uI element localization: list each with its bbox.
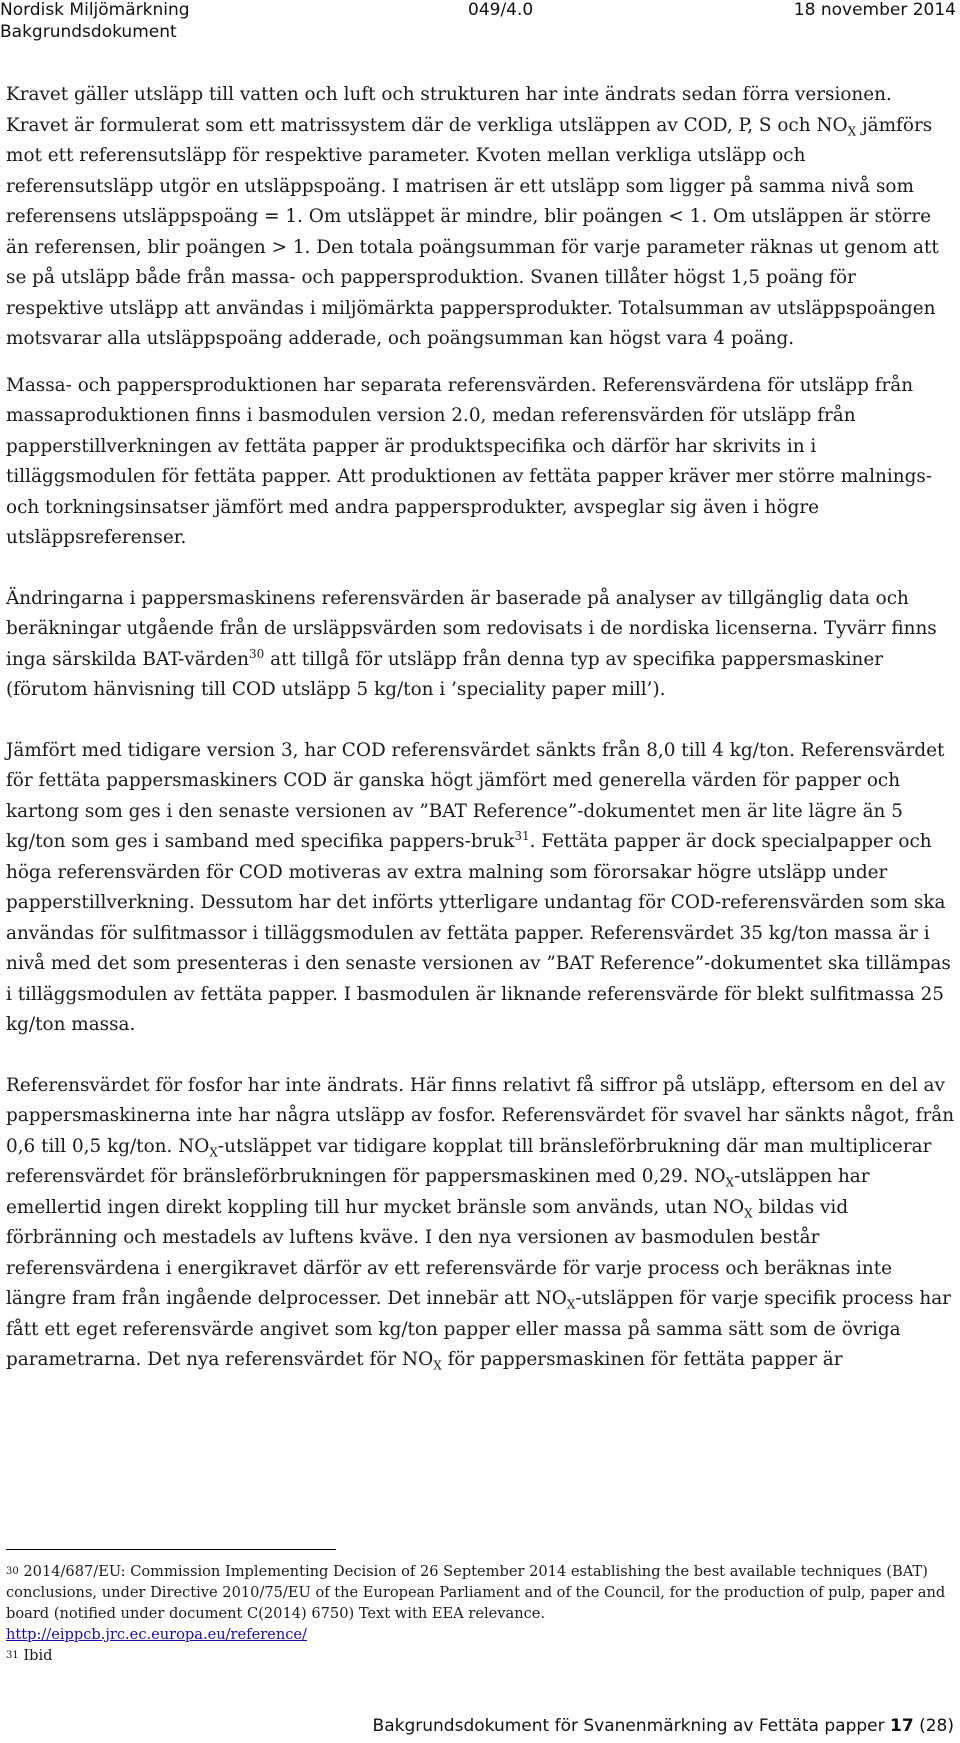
paragraph-reference-values: Massa- och pappersproduktionen har separata referensvärden. Referensvärdena för utsläpp från massaproduktionen finns i basmodulen version 2.0, medan referensvärden för utsläpp från papperstillverkningen av fettäta papper är produktspecifika och därför har skrivits in i tilläggsmodulen för fettäta papper. Att produktionen av fettäta papper kräver mer större malnings- och torkningsinsatser jämfört med andra pappersprodukter, avspeglar sig även i högre utsläppsreferenser. <box>6 374 932 548</box>
footnote-31: $^{31}$ Ibid <box>6 1647 53 1664</box>
footer-page-number: 17 <box>890 1716 914 1736</box>
header-date: 18 november 2014 <box>793 0 956 20</box>
paragraph-emission-matrix: Kravet gäller utsläpp till vatten och luft och strukturen har inte ändrats sedan förra versionen. Kravet är formulerat som ett matrissystem där de verkliga utsläppen av COD, P, S och $NO_X$ jämförs mot ett referensutsläpp för respektive parameter. Kvoten mellan verkliga utsläpp och referensutsläpp utgör en utsläppspoäng. I matrisen är ett utsläpp som ligger på samma nivå som referensens utsläppspoäng = 1. Om utsläppet är mindre, blir poängen < 1. Om utsläppen är större än referensen, blir poängen > 1. Den totala poängsumman för varje parameter räknas ut genom att se på utsläpp både från massa- och pappersproduktion. Svanen tillåter högst 1,5 poäng för respektive utsläpp att användas i miljömärkta pappersprodukter. Totalsumman av utsläppspoängen motsvarar alla utsläppspoäng adderade, och poängsumman kan högst vara 4 poäng. <box>6 84 939 349</box>
paragraph-paper-machine-changes: Ändringarna i pappersmaskinens referensvärden är baserade på analyser av tillgänglig data och beräkningar utgående från de ursläppsvärden som redovisats i de nordiska licenserna. Tyvärr finns inga särskilda BAT-värden$^{30}$ att tillgå för utsläpp från denna typ av specifika pappersmaskiner (förutom hänvisning till COD utsläpp 5 kg/ton i ’speciality paper mill’). <box>6 587 937 700</box>
header-organization: Nordisk Miljömärkning <box>0 0 190 20</box>
footer-title: Bakgrundsdokument för Svanenmärkning av Fettäta papper <box>372 1716 885 1736</box>
footnote-30-link[interactable]: http://eippcb.jrc.ec.europa.eu/reference/ <box>6 1626 307 1643</box>
footnote-30: $^{30}$ 2014/687/EU: Commission Implementing Decision of 26 September 2014 establishing the best available techniques (BAT) conclusions, under Directive 2010/75/EU of the European Parliament and of the Council, for the production of pulp, paper and board (notified under document C(2014) 6750) Text with EEA relevance. http://eippcb.jrc.ec.europa.eu/reference/ <box>6 1563 946 1643</box>
footer-page-total: (28) <box>919 1716 954 1736</box>
page-header <box>0 0 960 50</box>
header-document-number: 049/4.0 <box>468 0 534 20</box>
page-footer <box>373 1716 954 1736</box>
paragraph-cod-reference: Jämfört med tidigare version 3, har COD referensvärdet sänkts från 8,0 till 4 kg/ton. Referensvärdet för fettäta pappersmaskiners COD är ganska högt jämfört med generella värden för papper och kartong som ges i den senaste versionen av ”BAT Reference”-dokumentet men är lite lägre än 5 kg/ton som ges i samband med specifika pappers-bruk$^{31}$. Fettäta papper är dock specialpapper och höga referensvärden för COD motiveras av extra malning som förorsakar högre utsläpp under papperstillverkning. Dessutom har det införts ytterligare undantag för COD-referensvärden som ska användas för sulfitmassor i tilläggsmodulen av fettäta papper. Referensvärdet 35 kg/ton massa är i nivå med det som presenteras i den senaste versionen av ”BAT Reference”-dokumentet ska tillämpas i tilläggsmodulen av fettäta papper. I basmodulen är liknande referensvärde för blekt sulfitmassa 25 kg/ton massa. <box>6 739 951 1035</box>
footnote-ref-30[interactable]: 30 <box>248 646 265 661</box>
footnote-ref-31[interactable]: 31 <box>514 828 530 843</box>
footnote-divider <box>6 1549 336 1550</box>
paragraph-phosphorus-sulfur-nox: Referensvärdet för fosfor har inte ändrats. Här finns relativt få siffror på utsläpp, eftersom en del av pappersmaskinerna inte har några utsläpp av fosfor. Referensvärdet för svavel har sänkts något, från 0,6 till 0,5 kg/ton. $NO_X$-utsläppet var tidigare kopplat till bränsleförbrukning där man multiplicerar referensvärdet för bränsleförbrukningen för pappersmaskinen med 0,29. $NO_X$-utsläppen har emellertid ingen direkt koppling till hur mycket bränsle som används, utan $NO_X$ bildas vid förbränning och mestadels av luftens kväve. I den nya versionen av basmodulen består referensvärdena i energikravet därför av ett referensvärde för varje process och beräknas inte längre fram från ingående delprocesser. Det innebär att $NO_X$-utsläppen för varje specifik process har fått ett eget referensvärde angivet som kg/ton papper eller massa på samma sätt som de övriga parametrarna. Det nya referensvärdet för $NO_X$ för pappersmaskinen för fettäta papper är <box>6 1074 955 1373</box>
footnotes <box>6 1561 956 1666</box>
document-body <box>6 80 956 1376</box>
header-document-type: Bakgrundsdokument <box>0 22 177 42</box>
